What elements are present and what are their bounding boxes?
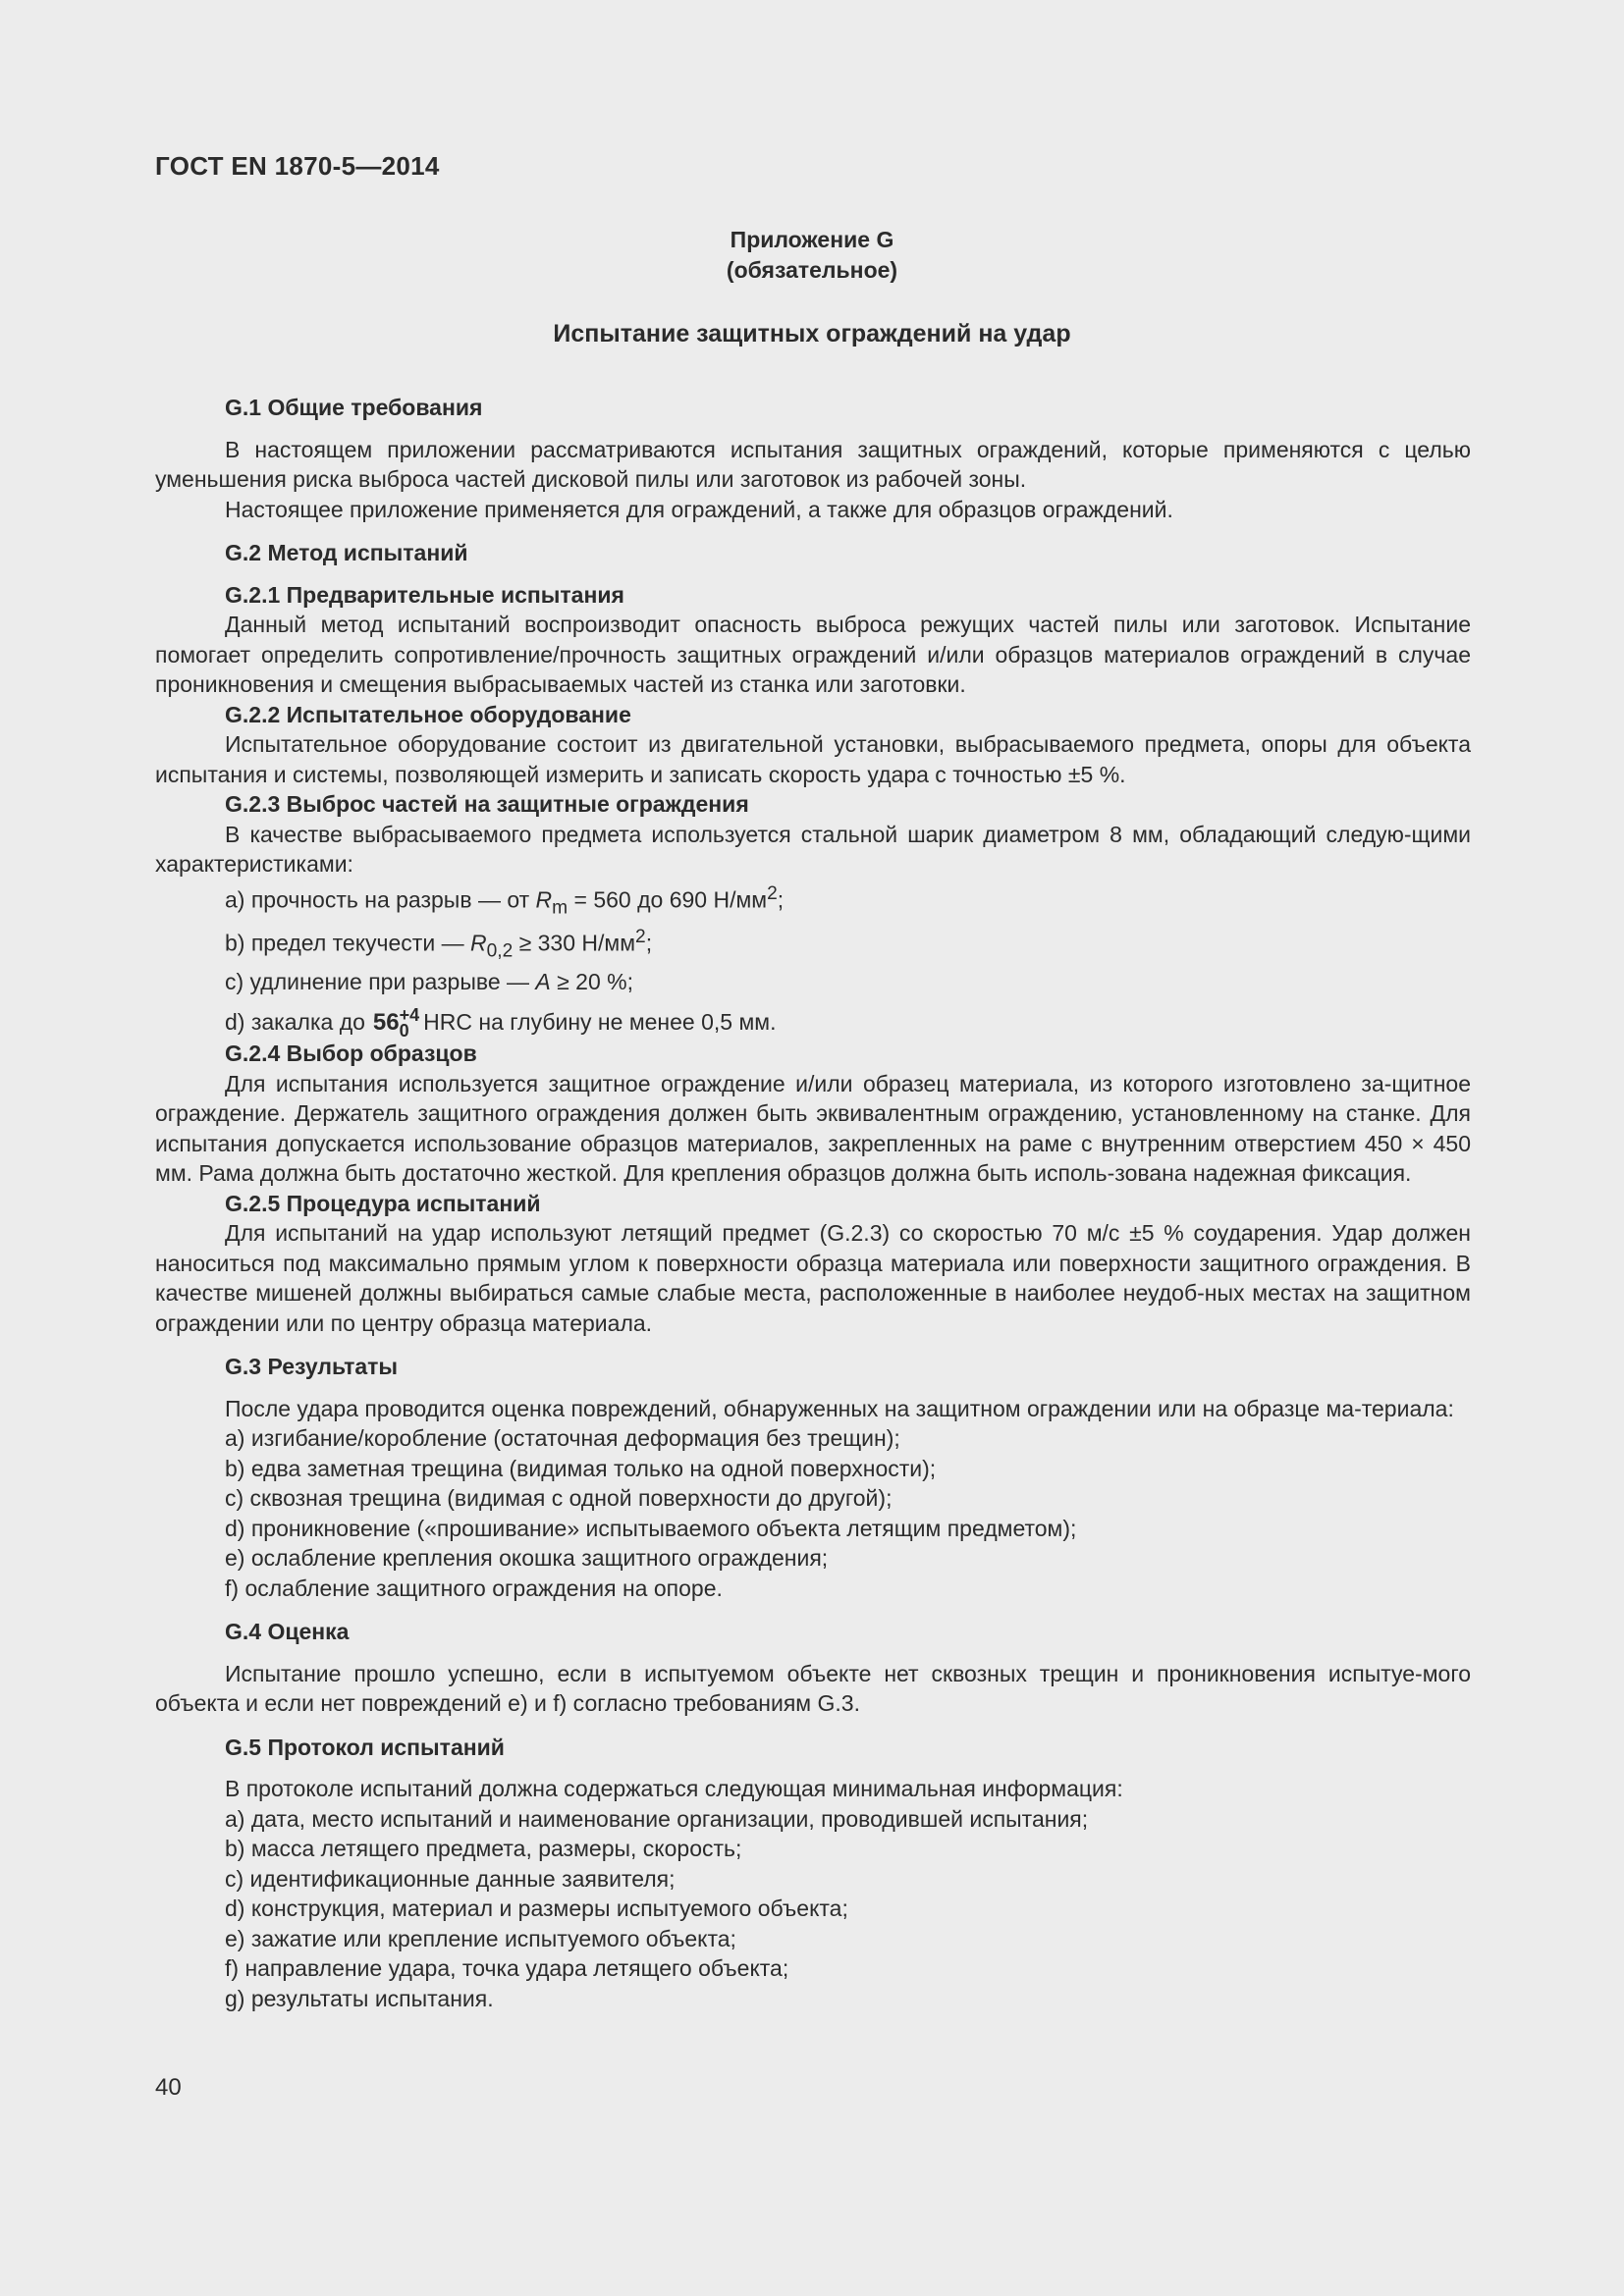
g3-item: e) ослабление крепления окошка защитного ограждения; xyxy=(225,1545,829,1572)
section-g3-intro: После удара проводится оценка повреждений, обнаруженных на защитном ограждении или на образце ма-териала: xyxy=(225,1395,1454,1421)
g5-item: f) направление удара, точка удара летящего объекта; xyxy=(225,1955,789,1982)
section-g21-heading: G.2.1 Предварительные испытания xyxy=(225,581,624,608)
g3-item: c) сквозная трещина (видимая с одной поверхности до другой); xyxy=(225,1485,893,1512)
page-number: 40 xyxy=(155,2074,182,2101)
section-g5-intro: В протоколе испытаний должна содержаться следующая минимальная информация: xyxy=(225,1776,1123,1802)
g5-item: d) конструкция, материал и размеры испытуемого объекта; xyxy=(225,1896,848,1922)
section-g1-heading: G.1 Общие требования xyxy=(225,395,483,420)
section-g24-heading: G.2.4 Выбор образцов xyxy=(225,1041,477,1067)
section-g2-heading: G.2 Метод испытаний xyxy=(225,540,468,565)
g5-item: c) идентификационные данные заявителя; xyxy=(225,1865,676,1892)
section-g4-text: Испытание прошло успешно, если в испытуемом объекте нет сквозных трещин и проникновения испытуе-мого объекта и если нет повреждений e) и f) согласно требованиям G.3. xyxy=(155,1660,1471,1717)
section-g1-paragraph-1: В настоящем приложении рассматриваются испытания защитных ограждений, которые применяются с целью уменьшения риска выброса частей дисковой пилы или заготовок из рабочей зоны. xyxy=(155,436,1471,492)
document-header-id: ГОСТ EN 1870-5—2014 xyxy=(155,151,440,181)
g23-item-b: b) предел текучести — $R_{0,2} \ge 330$ $Н/мм^2$; xyxy=(225,927,653,962)
g23-item-c: c) удлинение при разрыве — A ≥ 20 %; xyxy=(225,969,633,994)
annex-status: (обязательное) xyxy=(726,257,898,283)
section-g5-heading: G.5 Протокол испытаний xyxy=(225,1734,505,1760)
section-g25-text: Для испытаний на удар используют летящий предмет (G.2.3) со скоростью 70 м/с ±5 % соударения. Удар должен наноситься под максимально прямым углом к поверхности образца материала или поверхности защитного ограждения. В качестве мишеней должны выбираться самые слабые места, расположенные в наиболее неудоб-ных местах на защитном ограждении или по центру образца материала. xyxy=(155,1220,1471,1336)
section-g4-heading: G.4 Оценка xyxy=(225,1619,350,1645)
g5-item: b) масса летящего предмета, размеры, скорость; xyxy=(225,1836,742,1862)
section-g22-text: Испытательное оборудование состоит из двигательной установки, выбрасываемого предмета, опоры для объекта испытания и системы, позволяющей измерить и записать скорость удара с точностью ±5 %. xyxy=(155,731,1471,787)
hardness-value: 56+4 0 xyxy=(372,1005,420,1041)
document-body xyxy=(155,393,1471,2013)
section-g1-paragraph-2: Настоящее приложение применяется для ограждений, а также для образцов ограждений. xyxy=(225,496,1173,522)
section-g21-text: Данный метод испытаний воспроизводит опасность выброса режущих частей пилы или заготовок. Испытание помогает определить сопротивление/прочность защитных ограждений и/или образцов материалов ограждений в случае проникновения и смещения выбрасываемых частей из станка или заготовки. xyxy=(155,612,1471,697)
main-title: Испытание защитных ограждений на удар xyxy=(553,320,1071,347)
section-g22-heading: G.2.2 Испытательное оборудование xyxy=(225,701,631,727)
g23-item-a: a) прочность на разрыв — от $R_m = 560$ до 690 $Н/мм^2$; xyxy=(225,882,785,918)
section-g23-heading: G.2.3 Выброс частей на защитные ограждения xyxy=(225,791,749,817)
section-g3-heading: G.3 Результаты xyxy=(225,1354,399,1380)
section-g24-text: Для испытания используется защитное ограждение и/или образец материала, из которого изготовлено за-щитное ограждение. Держатель защитного ограждения должен быть эквивалентным ограждению, установленному на станке. Для испытания допускается использование образцов материалов, закрепленных на раме с внутренним отверстием 450 × 450 мм. Рама должна быть достаточно жесткой. Для крепления образцов должна быть исполь-зована надежная фиксация. xyxy=(155,1070,1471,1187)
g3-item: b) едва заметная трещина (видимая только на одной поверхности); xyxy=(225,1455,937,1481)
section-g25-heading: G.2.5 Процедура испытаний xyxy=(225,1190,541,1216)
g5-item: g) результаты испытания. xyxy=(225,1985,494,2011)
g3-item: f) ослабление защитного ограждения на опоре. xyxy=(225,1575,723,1601)
section-g23-text: В качестве выбрасываемого предмета используется стальной шарик диаметром 8 мм, обладающий следую-щими характеристиками: xyxy=(155,821,1471,877)
g23-item-d: d) закалка до 56+4 0 HRC на глубину не менее 0,5 мм. xyxy=(225,1005,777,1041)
g5-item: e) зажатие или крепление испытуемого объекта; xyxy=(225,1925,736,1951)
g3-item: a) изгибание/коробление (остаточная деформация без трещин); xyxy=(225,1425,900,1452)
g5-item: a) дата, место испытаний и наименование организации, проводившей испытания; xyxy=(225,1805,1089,1832)
g3-item: d) проникновение («прошивание» испытываемого объекта летящим предметом); xyxy=(225,1515,1077,1541)
annex-title: Приложение G xyxy=(730,227,894,252)
